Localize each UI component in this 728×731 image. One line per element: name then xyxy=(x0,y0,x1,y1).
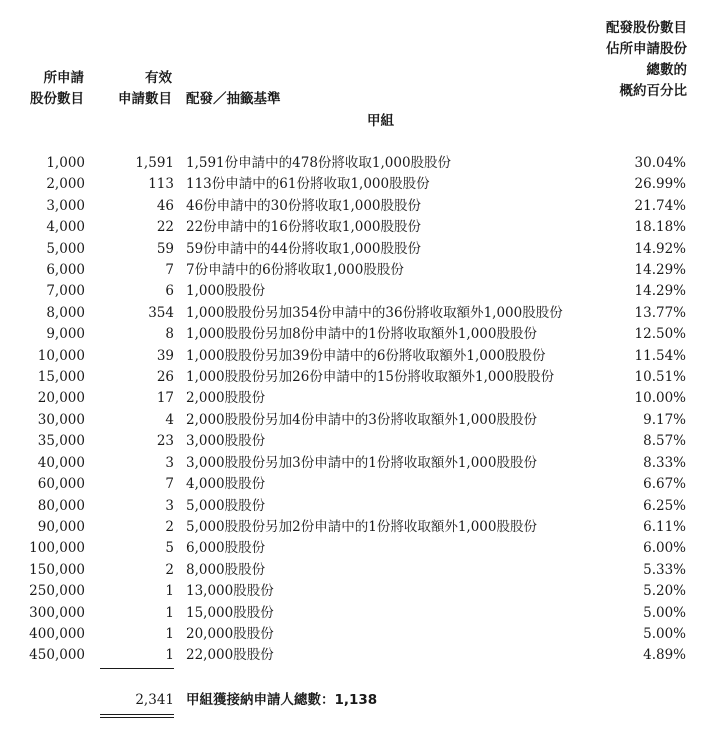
allotment-percentage-cell: 8.57% xyxy=(643,433,686,450)
table-row xyxy=(0,410,728,431)
shares-applied-cell: 250,000 xyxy=(29,583,85,600)
allotment-basis-cell: 8,000股股份 xyxy=(186,561,266,578)
allotment-basis-cell: 7份申請中的6份將收取1,000股股份 xyxy=(186,262,404,279)
table-row xyxy=(0,560,728,581)
table-row xyxy=(0,496,728,517)
table-row xyxy=(0,346,728,367)
allotment-percentage-cell: 12.50% xyxy=(634,326,686,343)
allotment-basis-cell: 2,000股股份另加4份申請中的3份將收取額外1,000股股份 xyxy=(186,411,537,428)
table-row xyxy=(0,217,728,238)
shares-applied-cell: 15,000 xyxy=(37,369,85,386)
table-row xyxy=(0,581,728,602)
allotment-basis-cell: 13,000股股份 xyxy=(186,583,274,600)
shares-applied-cell: 6,000 xyxy=(46,262,85,279)
valid-applications-cell: 6 xyxy=(165,283,174,300)
shares-applied-cell: 40,000 xyxy=(37,454,85,471)
header-pct-line3: 總數的 xyxy=(646,62,687,78)
shares-applied-cell: 100,000 xyxy=(29,540,85,557)
allotment-percentage-cell: 5.20% xyxy=(643,583,686,600)
allotment-percentage-cell: 5.33% xyxy=(643,561,686,578)
allotment-percentage-cell: 8.33% xyxy=(643,454,686,471)
valid-applications-cell: 3 xyxy=(165,497,174,514)
allotment-percentage-cell: 10.51% xyxy=(634,369,686,386)
table-row xyxy=(0,388,728,409)
table-row xyxy=(0,367,728,388)
allotment-percentage-cell: 14.29% xyxy=(634,283,686,300)
total-rule-double-1 xyxy=(100,714,174,715)
shares-applied-cell: 90,000 xyxy=(37,518,85,535)
allotment-percentage-cell: 13.77% xyxy=(634,304,686,321)
allotment-basis-cell: 59份申請中的44份將收取1,000股股份 xyxy=(186,240,422,257)
allotment-basis-cell: 1,000股股份另加26份申請中的15份將收取額外1,000股股份 xyxy=(186,369,555,386)
allotment-percentage-cell: 6.11% xyxy=(643,518,686,535)
table-row xyxy=(0,174,728,195)
valid-applications-cell: 113 xyxy=(148,176,174,193)
shares-applied-cell: 450,000 xyxy=(29,647,85,664)
valid-applications-cell: 1 xyxy=(165,604,174,621)
header-shares-applied xyxy=(20,68,84,110)
allotment-percentage-cell: 4.89% xyxy=(643,647,686,664)
valid-applications-cell: 1 xyxy=(165,647,174,664)
table-row xyxy=(0,153,728,174)
valid-applications-cell: 5 xyxy=(165,540,174,557)
total-successful-applicants: 甲組獲接納申請人總數：1,138 xyxy=(186,692,378,708)
table-row xyxy=(0,474,728,495)
valid-applications-cell: 46 xyxy=(156,197,174,214)
allotment-percentage-cell: 9.17% xyxy=(643,411,686,428)
total-rule-double-2 xyxy=(100,717,174,718)
valid-applications-cell: 8 xyxy=(165,326,174,343)
valid-applications-cell: 1,591 xyxy=(135,155,174,171)
allotment-percentage-cell: 10.00% xyxy=(634,390,686,407)
shares-applied-cell: 20,000 xyxy=(37,390,85,407)
shares-applied-cell: 2,000 xyxy=(46,176,85,193)
allotment-basis-cell: 5,000股股份 xyxy=(186,497,266,514)
table-row xyxy=(0,517,728,538)
shares-applied-cell: 400,000 xyxy=(29,625,85,642)
total-rule-single xyxy=(100,668,174,669)
allotment-basis-cell: 3,000股股份 xyxy=(186,433,266,450)
header-valid-line2: 申請數目 xyxy=(118,91,172,107)
allotment-percentage-cell: 14.29% xyxy=(634,262,686,279)
valid-applications-cell: 22 xyxy=(156,219,174,236)
allotment-basis-cell: 113份申請中的61份將收取1,000股股份 xyxy=(186,176,430,193)
allotment-basis-cell: 22,000股股份 xyxy=(186,647,274,664)
total-valid-applications: 2,341 xyxy=(135,692,174,708)
valid-applications-cell: 23 xyxy=(156,433,174,450)
shares-applied-cell: 300,000 xyxy=(29,604,85,621)
header-pct-line2: 佔所申請股份 xyxy=(606,41,687,57)
allotment-basis-cell: 20,000股股份 xyxy=(186,625,274,642)
header-group: 甲組 xyxy=(367,113,394,129)
valid-applications-cell: 1 xyxy=(165,583,174,600)
valid-applications-cell: 59 xyxy=(156,240,174,257)
header-percentage xyxy=(560,18,687,102)
allotment-table xyxy=(0,153,728,667)
allotment-basis-cell: 1,591份申請中的478份將收取1,000股股份 xyxy=(186,155,452,171)
valid-applications-cell: 39 xyxy=(156,347,174,364)
header-shares-line2: 股份數目 xyxy=(30,91,84,107)
allotment-percentage-cell: 11.54% xyxy=(634,347,686,364)
table-row xyxy=(0,324,728,345)
allotment-percentage-cell: 21.74% xyxy=(634,197,686,214)
allotment-percentage-cell: 30.04% xyxy=(634,155,686,171)
shares-applied-cell: 9,000 xyxy=(46,326,85,343)
table-row xyxy=(0,624,728,645)
valid-applications-cell: 3 xyxy=(165,454,174,471)
allotment-basis-cell: 1,000股股份另加39份申請中的6份將收取額外1,000股股份 xyxy=(186,347,546,364)
allotment-percentage-cell: 5.00% xyxy=(643,625,686,642)
allotment-basis-cell: 46份申請中的30份將收取1,000股股份 xyxy=(186,197,422,214)
allotment-basis-cell: 5,000股股份另加2份申請中的1份將收取額外1,000股股份 xyxy=(186,518,537,535)
allotment-percentage-cell: 6.67% xyxy=(643,476,686,493)
allotment-basis-cell: 6,000股股份 xyxy=(186,540,266,557)
header-valid-applications xyxy=(100,68,172,110)
shares-applied-cell: 35,000 xyxy=(37,433,85,450)
allotment-percentage-cell: 6.00% xyxy=(643,540,686,557)
header-shares-line1: 所申請 xyxy=(43,70,84,86)
valid-applications-cell: 17 xyxy=(156,390,174,407)
valid-applications-cell: 7 xyxy=(165,476,174,493)
table-row xyxy=(0,303,728,324)
shares-applied-cell: 150,000 xyxy=(29,561,85,578)
valid-applications-cell: 4 xyxy=(165,411,174,428)
allotment-basis-cell: 15,000股股份 xyxy=(186,604,274,621)
shares-applied-cell: 5,000 xyxy=(46,240,85,257)
shares-applied-cell: 4,000 xyxy=(46,219,85,236)
shares-applied-cell: 7,000 xyxy=(46,283,85,300)
allotment-basis-cell: 3,000股股份另加3份申請中的1份將收取額外1,000股股份 xyxy=(186,454,537,471)
table-row xyxy=(0,453,728,474)
shares-applied-cell: 10,000 xyxy=(37,347,85,364)
header-pct-line4: 概約百分比 xyxy=(619,83,687,99)
shares-applied-cell: 3,000 xyxy=(46,197,85,214)
shares-applied-cell: 60,000 xyxy=(37,476,85,493)
allotment-percentage-cell: 18.18% xyxy=(634,219,686,236)
shares-applied-cell: 30,000 xyxy=(37,411,85,428)
allotment-percentage-cell: 6.25% xyxy=(643,497,686,514)
table-row xyxy=(0,196,728,217)
allotment-basis-cell: 22份申請中的16份將收取1,000股股份 xyxy=(186,219,422,236)
valid-applications-cell: 2 xyxy=(165,518,174,535)
allotment-basis-cell: 1,000股股份另加8份申請中的1份將收取額外1,000股股份 xyxy=(186,326,537,343)
allotment-basis-cell: 2,000股股份 xyxy=(186,390,266,407)
table-row xyxy=(0,431,728,452)
header-valid-line1: 有效 xyxy=(145,70,172,86)
header-basis: 配發／抽籤基準 xyxy=(186,91,281,107)
allotment-percentage-cell: 5.00% xyxy=(643,604,686,621)
table-row xyxy=(0,260,728,281)
valid-applications-cell: 354 xyxy=(148,304,174,321)
table-row xyxy=(0,603,728,624)
allotment-percentage-cell: 26.99% xyxy=(634,176,686,193)
header-pct-line1: 配發股份數目 xyxy=(606,20,687,36)
shares-applied-cell: 80,000 xyxy=(37,497,85,514)
allotment-basis-cell: 1,000股股份另加354份申請中的36份將收取額外1,000股股份 xyxy=(186,304,563,321)
table-row xyxy=(0,538,728,559)
table-row xyxy=(0,645,728,666)
valid-applications-cell: 26 xyxy=(156,369,174,386)
valid-applications-cell: 7 xyxy=(165,262,174,279)
allotment-percentage-cell: 14.92% xyxy=(634,240,686,257)
shares-applied-cell: 1,000 xyxy=(46,155,85,171)
table-row xyxy=(0,239,728,260)
table-row xyxy=(0,281,728,302)
allotment-basis-cell: 1,000股股份 xyxy=(186,283,266,300)
allotment-basis-cell: 4,000股股份 xyxy=(186,476,266,493)
valid-applications-cell: 2 xyxy=(165,561,174,578)
valid-applications-cell: 1 xyxy=(165,625,174,642)
shares-applied-cell: 8,000 xyxy=(46,304,85,321)
